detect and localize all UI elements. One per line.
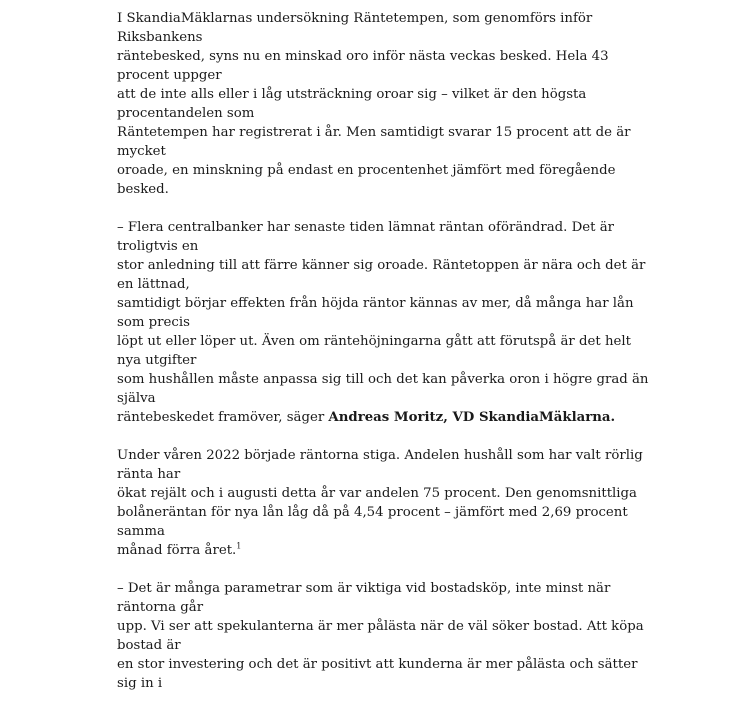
paragraph-interest-history bbox=[117, 446, 657, 560]
paragraph-buyer-parameters-text: – Det är många parametrar som är viktiga vid bostadsköp, inte minst när räntorna går upp. Vi ser att spekulanterna är mer pålästa när de väl söker bostad. Att köpa bostad är en stor investering och det är positivt att kunderna är mer pålästa och sätter sig in i bbox=[117, 581, 644, 691]
body-text bbox=[117, 9, 657, 712]
paragraph-interest-history-text: Under våren 2022 började räntorna stiga. Andelen hushåll som har valt rörlig ränta har ökat rejält och i augusti detta år var andelen 75 procent. Den genomsnittliga bolåneräntan för nya lån låg då på 4,54 procent – jämfört med 2,69 procent samma månad förra året. bbox=[117, 448, 643, 558]
paragraph-survey-intro bbox=[117, 9, 657, 199]
paragraph-ceo-quote-text: – Flera centralbanker har senaste tiden lämnat räntan oförändrad. Det är troligtvis en stor anledning till att färre känner sig oroade. Räntetoppen är nära och det är en lättnad, samtidigt börjar effekten från höjda räntor kännas av mer, då många har lån som precis löpt ut eller löper ut. Även om räntehöjningarna gått att förutspå är det helt nya utgifter som hushållen måste anpassa sig till och det kan påverka oron i högre grad än själva räntebeskedet framöver, säger bbox=[117, 220, 649, 425]
paragraph-buyer-parameters bbox=[117, 579, 657, 693]
footnote-marker: 1 bbox=[236, 541, 242, 551]
paragraph-ceo-quote bbox=[117, 218, 657, 427]
quote-attribution: Andreas Moritz, VD SkandiaMäklarna. bbox=[328, 410, 616, 425]
paragraph-survey-intro-text: I SkandiaMäklarnas undersökning Räntetempen, som genomförs inför Riksbankens räntebesked, syns nu en minskad oro inför nästa veckas besked. Hela 43 procent uppger att de inte alls eller i låg utsträckning oroar sig – vilket är den högsta procentandelen som Räntetempen har registrerat i år. Men samtidigt svarar 15 procent att de är mycket oroade, en minskning på endast en procentenhet jämfört med föregående besked. bbox=[117, 11, 631, 197]
